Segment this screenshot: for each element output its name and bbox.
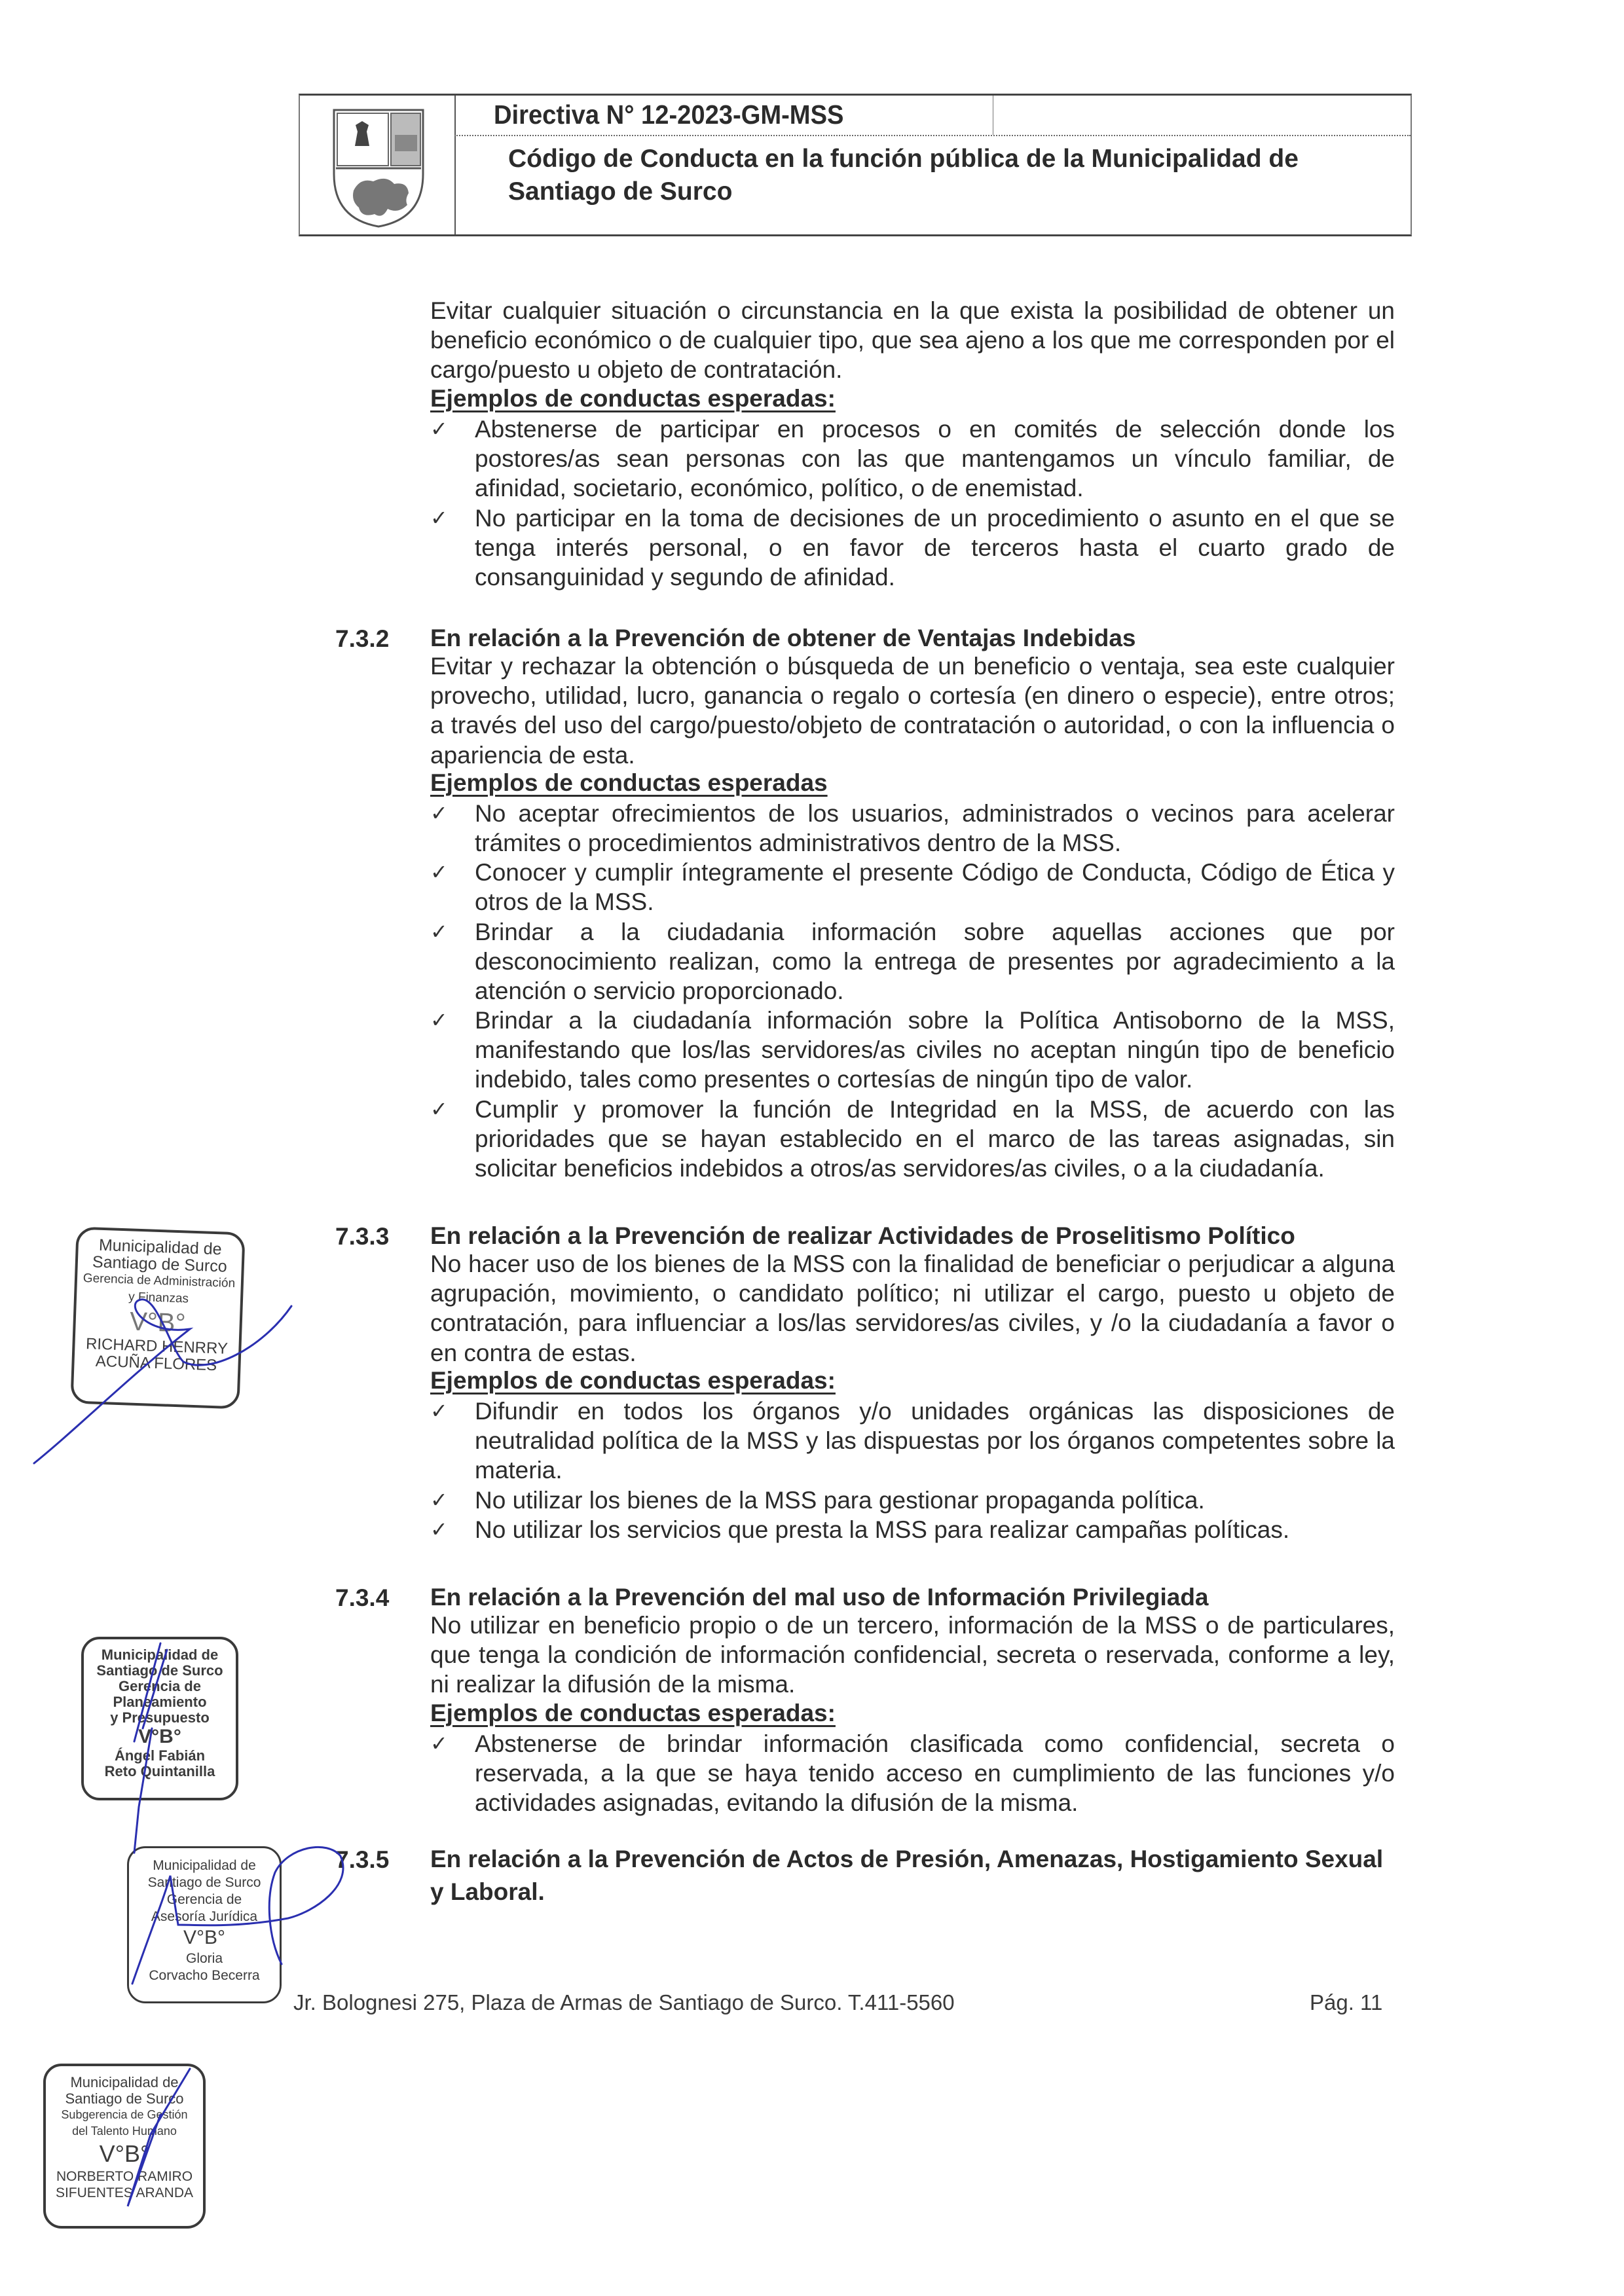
stamp-line: y Finanzas [128, 1290, 189, 1306]
stamp-line: Ángel Fabián [114, 1747, 206, 1764]
bullet-item: Abstenerse de participar en procesos o en comités de selección donde los postores/as sean personas con las que mantengamos un vínculo familiar, de afinidad, societario, económico, político, o de enemistad. [475, 416, 1395, 502]
bullet-item: Conocer y cumplir íntegramente el presente Código de Conducta, Código de Ética y otros de la MSS. [475, 859, 1395, 916]
intro-paragraph: Evitar cualquier situación o circunstancia en la que exista la posibilidad de obtener un beneficio económico o de cualquier tipo, que sea ajeno a los que me corresponden por el cargo/puesto u objeto de contratación. [430, 297, 1395, 384]
stamp-line: Municipalidad de [98, 1235, 223, 1259]
stamp-line: Gerencia de [166, 1892, 242, 1907]
stamp-line: Santiago de Surco [92, 1252, 228, 1276]
check-icon: ✓ [430, 1097, 448, 1121]
bullet-item: Cumplir y promover la función de Integridad en la MSS, de acuerdo con las prioridades que se hayan establecido en el marco de las tareas asignadas, sin solicitar beneficios indebidos a otros/as servidores/as civiles, o a la ciudadanía. [475, 1096, 1395, 1182]
stamp-line: Gloria [185, 1951, 223, 1966]
stamp-line: V°B° [129, 1307, 187, 1338]
check-icon: ✓ [430, 1732, 448, 1755]
stamp-line: Asesoría Jurídica [151, 1909, 258, 1924]
page-number: Pág. 11 [1310, 1990, 1383, 2014]
stamp-line: y Presupuesto [110, 1709, 210, 1726]
stamp-line: Subgerencia de Gestión [61, 2108, 188, 2121]
examples-label: Ejemplos de conductas esperadas [430, 769, 828, 796]
section-number: 7.3.2 [335, 625, 390, 652]
examples-label: Ejemplos de conductas esperadas: [430, 1367, 836, 1394]
bullet-item: Brindar a la ciudadanía información sobre la Política Antisoborno de la MSS, manifestando que los/las servidores/as civiles no aceptan ningún tipo de beneficio indebido, tales como presentes o cortesías de ningún tipo de valor. [475, 1007, 1395, 1093]
stamp-line: Municipalidad de [101, 1647, 219, 1663]
examples-label: Ejemplos de conductas esperadas: [430, 385, 836, 412]
stamp-line: Gerencia de [119, 1678, 201, 1694]
bullet-item: Brindar a la ciudadania información sobre aquellas acciones que por desconocimiento realizan, como la entrega de presentes por agradecimiento a la atención o servicio proporcionado. [475, 919, 1395, 1005]
stamp-line: Municipalidad de [70, 2074, 179, 2090]
section-heading: En relación a la Prevención de Actos de Presión, Amenazas, Hostigamiento Sexual y Laboral. [430, 1846, 1384, 1905]
section-number: 7.3.4 [335, 1584, 390, 1611]
check-icon: ✓ [430, 506, 448, 530]
check-icon: ✓ [430, 920, 448, 943]
logo-cell [300, 96, 456, 234]
section-paragraph: No hacer uso de los bienes de la MSS con la finalidad de beneficiar o perjudicar a alguna agrupación, movimiento, o candidato político; ni utilizar el cargo, puesto u objeto de contratación, para influenciar a los/las servidores/as civiles, y /o la ciudadanía a favor o en contra de estas. [430, 1250, 1395, 1366]
check-icon: ✓ [430, 1008, 448, 1032]
section-paragraph: No utilizar en beneficio propio o de un tercero, información de la MSS o de particulares, que tenga la condición de información confidencial, secreta o reservada, conforme a ley, ni realizar la difusión de la misma. [430, 1612, 1395, 1698]
check-icon: ✓ [430, 1518, 448, 1541]
section-heading: En relación a la Prevención de realizar Actividades de Proselitismo Político [430, 1222, 1295, 1249]
approval-stamp-asesoria-juridica [127, 1846, 282, 2003]
document-subtitle: Código de Conducta en la función pública de la Municipalidad de Santiago de Surco [508, 145, 1299, 206]
stamp-line: del Talento Humano [72, 2124, 177, 2138]
footer-address: Jr. Bolognesi 275, Plaza de Armas de Santiago de Surco. T.411-5560 [293, 1990, 955, 2014]
section-paragraph: Evitar y rechazar la obtención o búsqueda de un beneficio o ventaja, sea este cualquier provecho, utilidad, lucro, ganancia o regalo o cortesía (en dinero o especie), entre otros; a través del uso del cargo/puesto/objeto de contratación o autoridad, o con la influencia o apariencia de esta. [430, 653, 1395, 769]
check-icon: ✓ [430, 1488, 448, 1512]
section-number: 7.3.5 [335, 1846, 390, 1873]
check-icon: ✓ [430, 860, 448, 884]
bullet-item: No participar en la toma de decisiones de un procedimiento o asunto en el que se tenga interés personal, o en favor de terceros hasta el cuarto grado de consanguinidad y segundo de afinidad. [475, 505, 1395, 591]
bullet-item: No utilizar los servicios que presta la MSS para realizar campañas políticas. [475, 1516, 1290, 1543]
check-icon: ✓ [430, 1399, 448, 1423]
approval-stamp-administracion [70, 1227, 245, 1410]
header-title-row [454, 96, 1411, 136]
stamp-line: V°B° [183, 1927, 225, 1948]
check-icon: ✓ [430, 417, 448, 441]
stamp-line: RICHARD HENRRY [85, 1335, 229, 1358]
stamp-line: Santiago de Surco [147, 1875, 261, 1890]
stamp-line: Gerencia de Administración [83, 1271, 236, 1291]
stamp-line: Corvacho Becerra [149, 1968, 260, 1983]
document-header [299, 94, 1412, 236]
stamp-line: ACUÑA FLORES [95, 1352, 217, 1375]
bullet-item: Difundir en todos los órganos y/o unidades orgánicas las disposiciones de neutralidad política de la MSS y las dispuestas por los órganos competentes sobre la materia. [475, 1398, 1395, 1484]
stamp-line: Planeamiento [113, 1694, 207, 1710]
approval-stamp-talento-humano [43, 2064, 206, 2229]
stamp-line: Reto Quintanilla [104, 1763, 215, 1779]
bullet-item: No aceptar ofrecimientos de los usuarios, administrados o vecinos para acelerar trámites o procedimientos administrativos dentro de la MSS. [475, 800, 1395, 857]
directive-number: Directiva N° 12-2023-GM-MSS [494, 100, 844, 130]
stamp-line: V°B° [99, 2140, 150, 2167]
examples-label: Ejemplos de conductas esperadas: [430, 1700, 836, 1726]
stamp-line: V°B° [138, 1726, 181, 1747]
stamp-line: SIFUENTES ARANDA [55, 2185, 194, 2200]
section-heading: En relación a la Prevención del mal uso de Información Privilegiada [430, 1584, 1209, 1611]
section-number: 7.3.3 [335, 1223, 390, 1250]
bullet-item: No utilizar los bienes de la MSS para gestionar propaganda política. [475, 1487, 1205, 1514]
section-heading: En relación a la Prevención de obtener de Ventajas Indebidas [430, 625, 1136, 651]
stamp-line: Santiago de Surco [96, 1662, 223, 1679]
approval-stamp-planeamiento [81, 1637, 238, 1800]
stamp-line: Santiago de Surco [65, 2090, 184, 2107]
check-icon: ✓ [430, 801, 448, 825]
stamp-line: NORBERTO RAMIRO [56, 2169, 193, 2184]
stamp-line: Municipalidad de [153, 1858, 256, 1873]
coat-of-arms-icon [300, 96, 454, 234]
bullet-item: Abstenerse de brindar información clasificada como confidencial, secreta o reservada, a la que se haya tenido acceso en cumplimiento de las funciones y/o actividades asignadas, evitando la difusión de la misma. [475, 1730, 1395, 1817]
